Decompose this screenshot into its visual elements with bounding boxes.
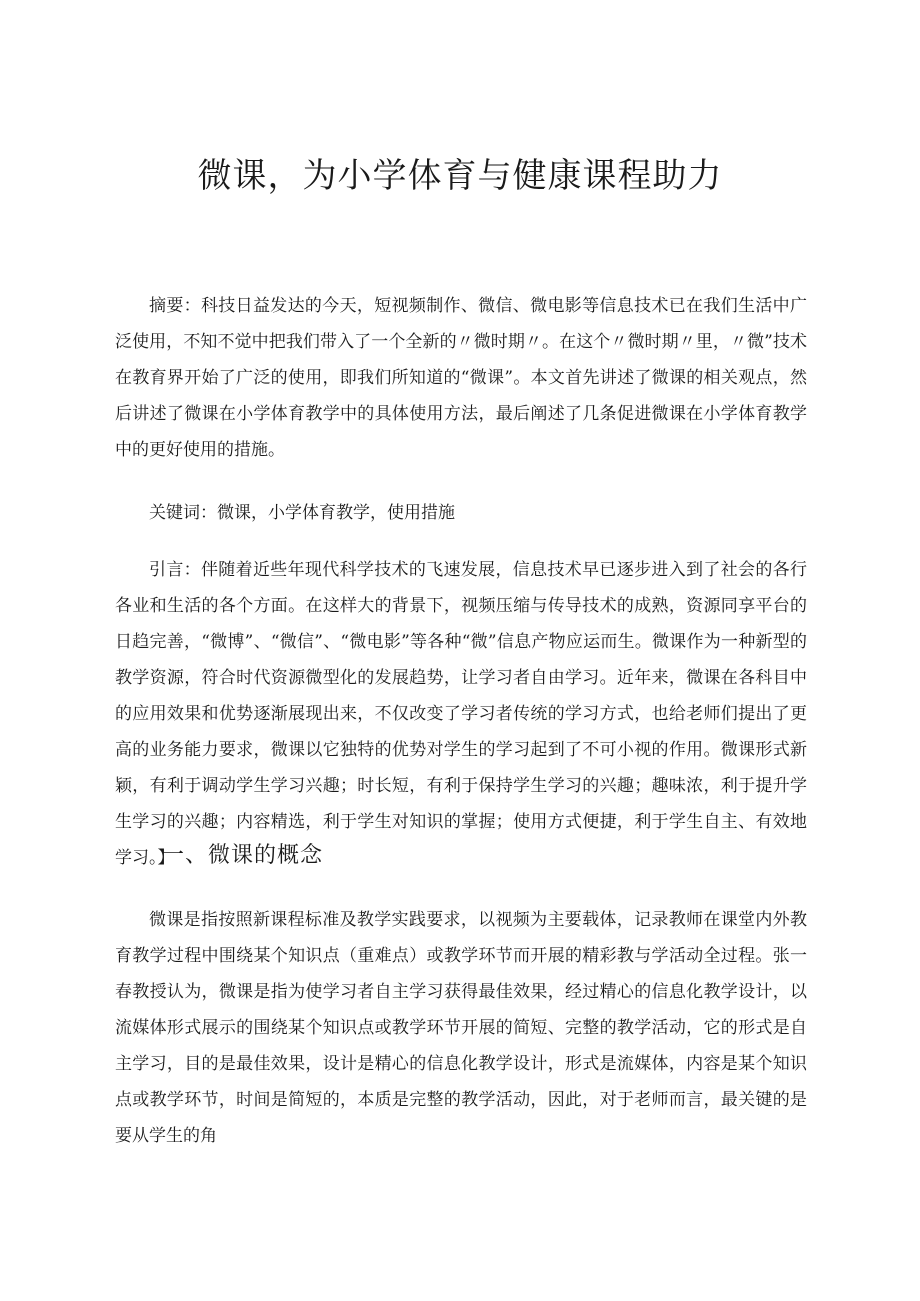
section-heading-concept: 一、微课的概念 <box>162 843 324 868</box>
abstract-paragraph: 摘要：科技日益发达的今天，短视频制作、微信、微电影等信息技术已在我们生活中广泛使用，不知不觉中把我们带入了一个全新的〃微时期〃。在这个〃微时期〃里，〃微”技术在教育界开始了广泛的使用，即我们所知道的“微课”。本文首先讲述了微课的相关观点，然后讲述了微课在小学体育教学中的具体使用方法，最后阐述了几条促进微课在小学体育教学中的更好使用的措施。 <box>115 296 807 460</box>
introduction-paragraph: 引言：伴随着近些年现代科学技术的飞速发展，信息技术早已逐步进入到了社会的各行各业和生活的各个方面。在这样大的背景下，视频压缩与传导技术的成熟，资源同享平台的日趋完善，“微博”、“微信”、“微电影”等各种“微”信息产物应运而生。微课作为一种新型的教学资源，符合时代资源微型化的发展趋势，让学习者自由学习。近年来，微课在各科目中的应用效果和优势逐渐展现出来，不仅改变了学习者传统的学习方式，也给老师们提出了更高的业务能力要求，微课以它独特的优势对学生的学习起到了不可小视的作用。微课形式新颖，有利于调动学生学习兴趣；时长短，有利于保持学生学习的兴趣；趣味浓，利于提升学生学习的兴趣；内容精选，利于学生对知识的掌握；使用方式便捷，利于学生自主、有效地学习。】 <box>115 560 807 868</box>
section-body-paragraph: 微课是指按照新课程标准及教学实践要求，以视频为主要载体，记录教师在课堂内外教育教学过程中围绕某个知识点（重难点）或教学环节而开展的精彩教与学活动全过程。张一春教授认为，微课是指为使学习者自主学习获得最佳效果，经过精心的信息化教学设计，以流媒体形式展示的围绕某个知识点或教学环节开展的简短、完整的教学活动，它的形式是自主学习，目的是最佳效果，设计是精心的信息化教学设计，形式是流媒体，内容是某个知识点或教学环节，时间是简短的，本质是完整的教学活动，因此，对于老师而言，最关键的是要从学生的角 <box>115 910 807 1146</box>
document-title: 微课，为小学体育与健康课程助力 <box>197 156 723 196</box>
keywords-paragraph: 关键词：微课，小学体育教学，使用措施 <box>149 503 455 523</box>
